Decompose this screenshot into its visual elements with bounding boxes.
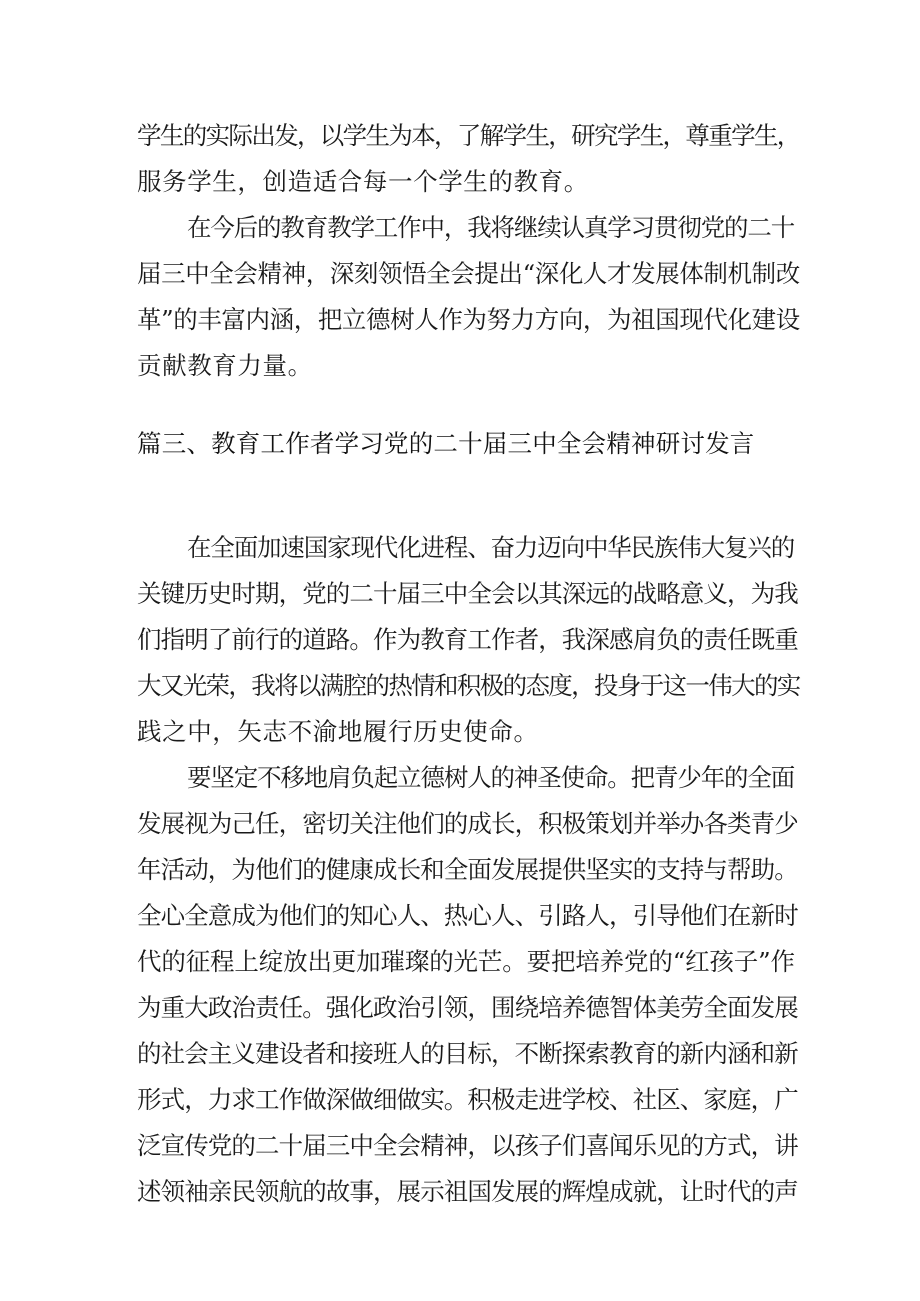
paragraph-line: 关键历史时期，党的二十届三中全会以其深远的战略意义，为我 <box>137 579 798 608</box>
paragraph-line: 发展视为己任，密切关注他们的成长，积极策划并举办各类青少 <box>137 809 798 838</box>
paragraph-line: 革”的丰富内涵，把立德树人作为努力方向，为祖国现代化建设 <box>137 305 800 334</box>
paragraph-line: 的社会主义建设者和接班人的目标，不断探索教育的新内涵和新 <box>137 1039 798 1068</box>
paragraph-line: 在今后的教育教学工作中，我将继续认真学习贯彻党的二十 <box>187 213 795 242</box>
paragraph-line: 在全面加速国家现代化进程、奋力迈向中华民族伟大复兴的 <box>187 533 795 562</box>
paragraph-line: 届三中全会精神，深刻领悟全会提出“深化人才发展体制机制改 <box>137 259 800 288</box>
paragraph-line: 形式，力求工作做深做细做实。积极走进学校、社区、家庭，广 <box>137 1085 798 1114</box>
paragraph-line: 践之中，矢志不渝地履行历史使命。 <box>137 717 539 746</box>
paragraph-line: 代的征程上绽放出更加璀璨的光芒。要把培养党的“红孩子”作 <box>137 947 795 976</box>
paragraph-line: 服务学生，创造适合每一个学生的教育。 <box>137 167 589 196</box>
paragraph-line: 学生的实际出发，以学生为本，了解学生，研究学生，尊重学生， <box>137 121 800 150</box>
paragraph-line: 泛宣传党的二十届三中全会精神，以孩子们喜闻乐见的方式，讲 <box>137 1131 798 1160</box>
paragraph-line: 要坚定不移地肩负起立德树人的神圣使命。把青少年的全面 <box>187 763 795 792</box>
paragraph-line: 述领袖亲民领航的故事，展示祖国发展的辉煌成就，让时代的声 <box>137 1177 798 1206</box>
paragraph-line: 全心全意成为他们的知心人、热心人、引路人，引导他们在新时 <box>137 901 798 930</box>
paragraph-line: 年活动，为他们的健康成长和全面发展提供坚实的支持与帮助。 <box>137 855 798 884</box>
section-heading: 篇三、教育工作者学习党的二十届三中全会精神研讨发言 <box>137 429 755 458</box>
paragraph-line: 为重大政治责任。强化政治引领，围绕培养德智体美劳全面发展 <box>137 993 798 1022</box>
paragraph-line: 们指明了前行的道路。作为教育工作者，我深感肩负的责任既重 <box>137 625 798 654</box>
paragraph-line: 大又光荣，我将以满腔的热情和积极的态度，投身于这一伟大的实 <box>137 671 800 700</box>
paragraph-line: 贡献教育力量。 <box>137 351 313 380</box>
